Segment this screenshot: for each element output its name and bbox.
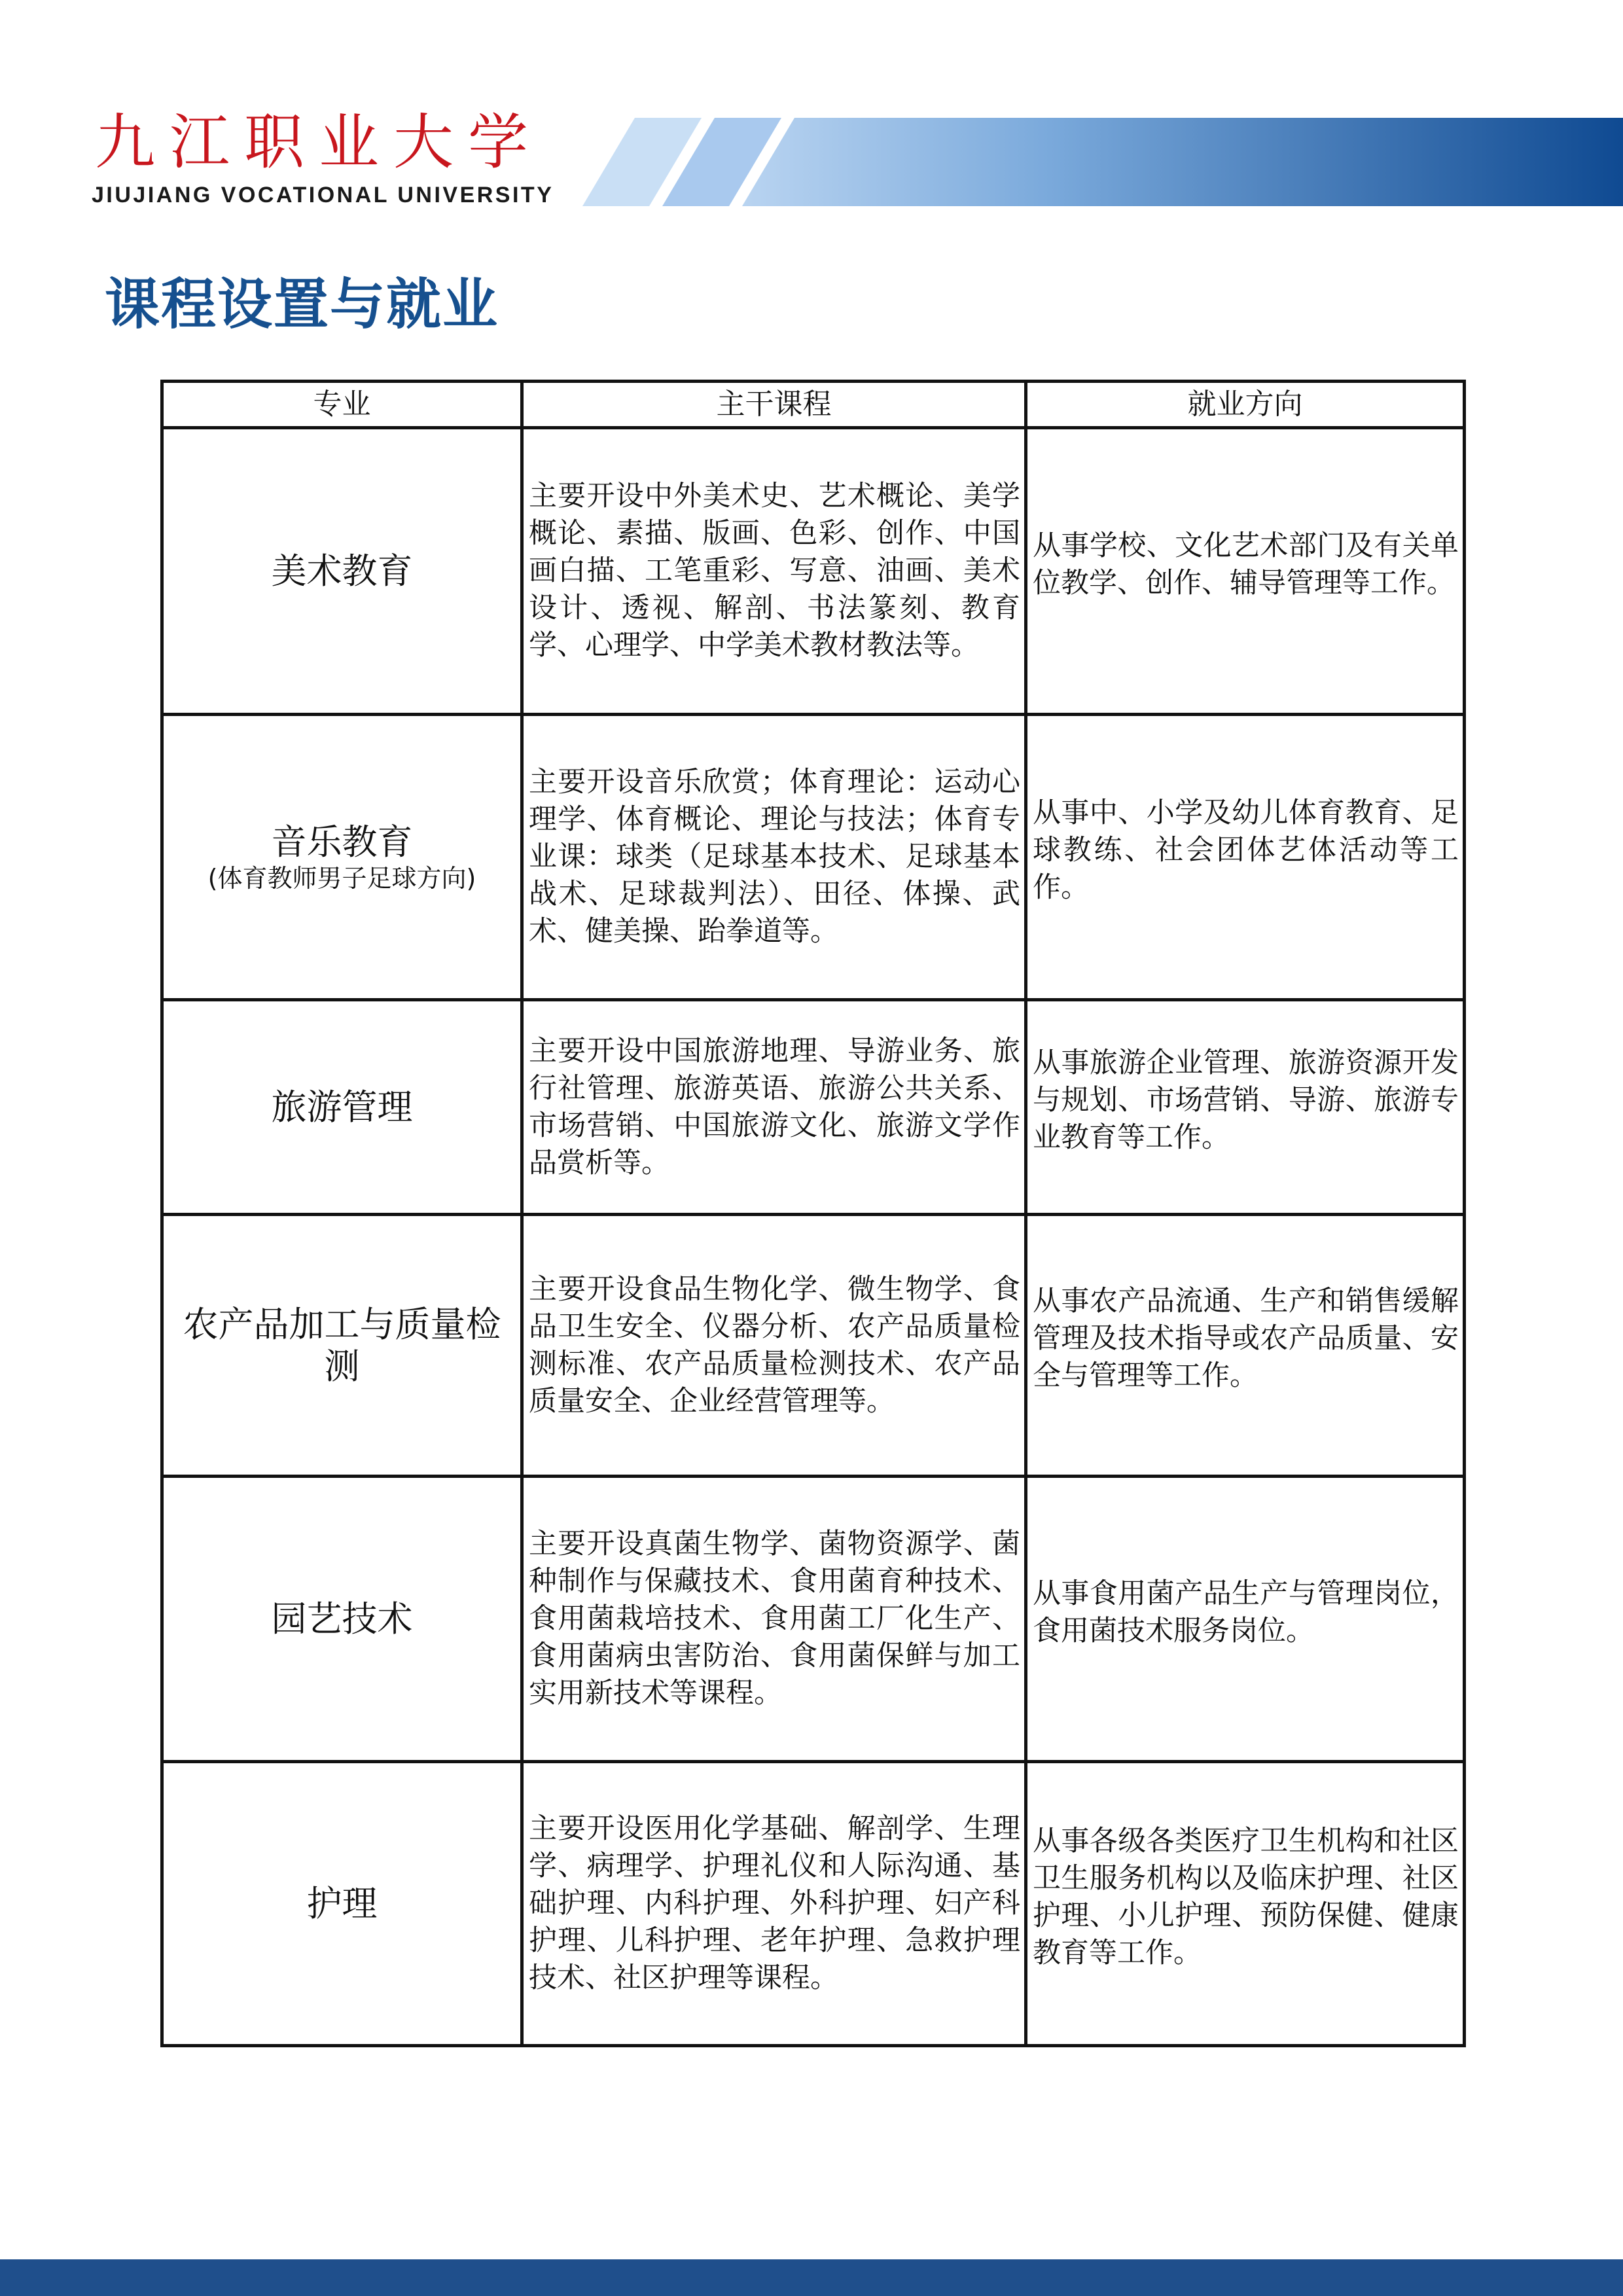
column-header-jobs: 就业方向 [1026, 382, 1465, 428]
table-row [162, 428, 1465, 715]
courses-cell: 主要开设中国旅游地理、导游业务、旅行社管理、旅游英语、旅游公共关系、市场营销、中国旅游文化、旅游文学作品赏析等。 [522, 1000, 1026, 1215]
university-logo-en: JIUJIANG VOCATIONAL UNIVERSITY [92, 183, 554, 207]
column-header-major: 专业 [162, 382, 522, 428]
major-name: 音乐教育 [271, 821, 413, 863]
courses-cell: 主要开设真菌生物学、菌物资源学、菌种制作与保藏技术、食用菌育种技术、食用菌栽培技术、食用菌工厂化生产、食用菌病虫害防治、食用菌保鲜与加工实用新技术等课程。 [522, 1477, 1026, 1762]
major-cell [162, 1215, 522, 1477]
major-cell [162, 1477, 522, 1762]
jobs-cell: 从事中、小学及幼儿体育教育、足球教练、社会团体艺体活动等工作。 [1026, 715, 1465, 1000]
jobs-cell: 从事农产品流通、生产和销售缓解管理及技术指导或农产品质量、安全与管理等工作。 [1026, 1215, 1465, 1477]
section-title: 课程设置与就业 [105, 272, 499, 336]
major-cell [162, 715, 522, 1000]
footer-bar [0, 2259, 1623, 2296]
jobs-cell: 从事学校、文化艺术部门及有关单位教学、创作、辅导管理等工作。 [1026, 428, 1465, 715]
courses-cell: 主要开设医用化学基础、解剖学、生理学、病理学、护理礼仪和人际沟通、基础护理、内科护理、外科护理、妇产科护理、儿科护理、老年护理、急救护理技术、社区护理等课程。 [522, 1762, 1026, 2046]
table-row [162, 1215, 1465, 1477]
page-header [0, 0, 1623, 236]
university-logo-cn: 九江职业大学 [95, 107, 543, 177]
major-name: 旅游管理 [271, 1086, 413, 1128]
column-header-courses: 主干课程 [522, 382, 1026, 428]
major-subtitle: (体育教师男子足球方向) [207, 863, 476, 893]
table-row [162, 1477, 1465, 1762]
courses-cell: 主要开设音乐欣赏；体育理论：运动心理学、体育概论、理论与技法；体育专业课：球类（足球基本技术、足球基本战术、足球裁判法）、田径、体操、武术、健美操、跆拳道等。 [522, 715, 1026, 1000]
jobs-cell: 从事旅游企业管理、旅游资源开发与规划、市场营销、导游、旅游专业教育等工作。 [1026, 1000, 1465, 1215]
courses-cell: 主要开设中外美术史、艺术概论、美学概论、素描、版画、色彩、创作、中国画白描、工笔重彩、写意、油画、美术设计、透视、解剖、书法篆刻、教育学、心理学、中学美术教材教法等。 [522, 428, 1026, 715]
major-cell [162, 1762, 522, 2046]
course-employment-table [160, 380, 1466, 2047]
courses-cell: 主要开设食品生物化学、微生物学、食品卫生安全、仪器分析、农产品质量检测标准、农产品质量检测技术、农产品质量安全、企业经营管理等。 [522, 1215, 1026, 1477]
major-name: 护理 [306, 1882, 378, 1924]
jobs-cell: 从事各级各类医疗卫生机构和社区卫生服务机构以及临床护理、社区护理、小儿护理、预防保健、健康教育等工作。 [1026, 1762, 1465, 2046]
jobs-cell: 从事食用菌产品生产与管理岗位，食用菌技术服务岗位。 [1026, 1477, 1465, 1762]
table-header-row [162, 382, 1465, 428]
table-row [162, 715, 1465, 1000]
major-name: 园艺技术 [271, 1598, 413, 1640]
major-cell [162, 1000, 522, 1215]
major-cell [162, 428, 522, 715]
table-row [162, 1000, 1465, 1215]
table-row [162, 1762, 1465, 2046]
major-name: 农产品加工与质量检测 [183, 1303, 501, 1387]
major-name: 美术教育 [271, 550, 413, 592]
